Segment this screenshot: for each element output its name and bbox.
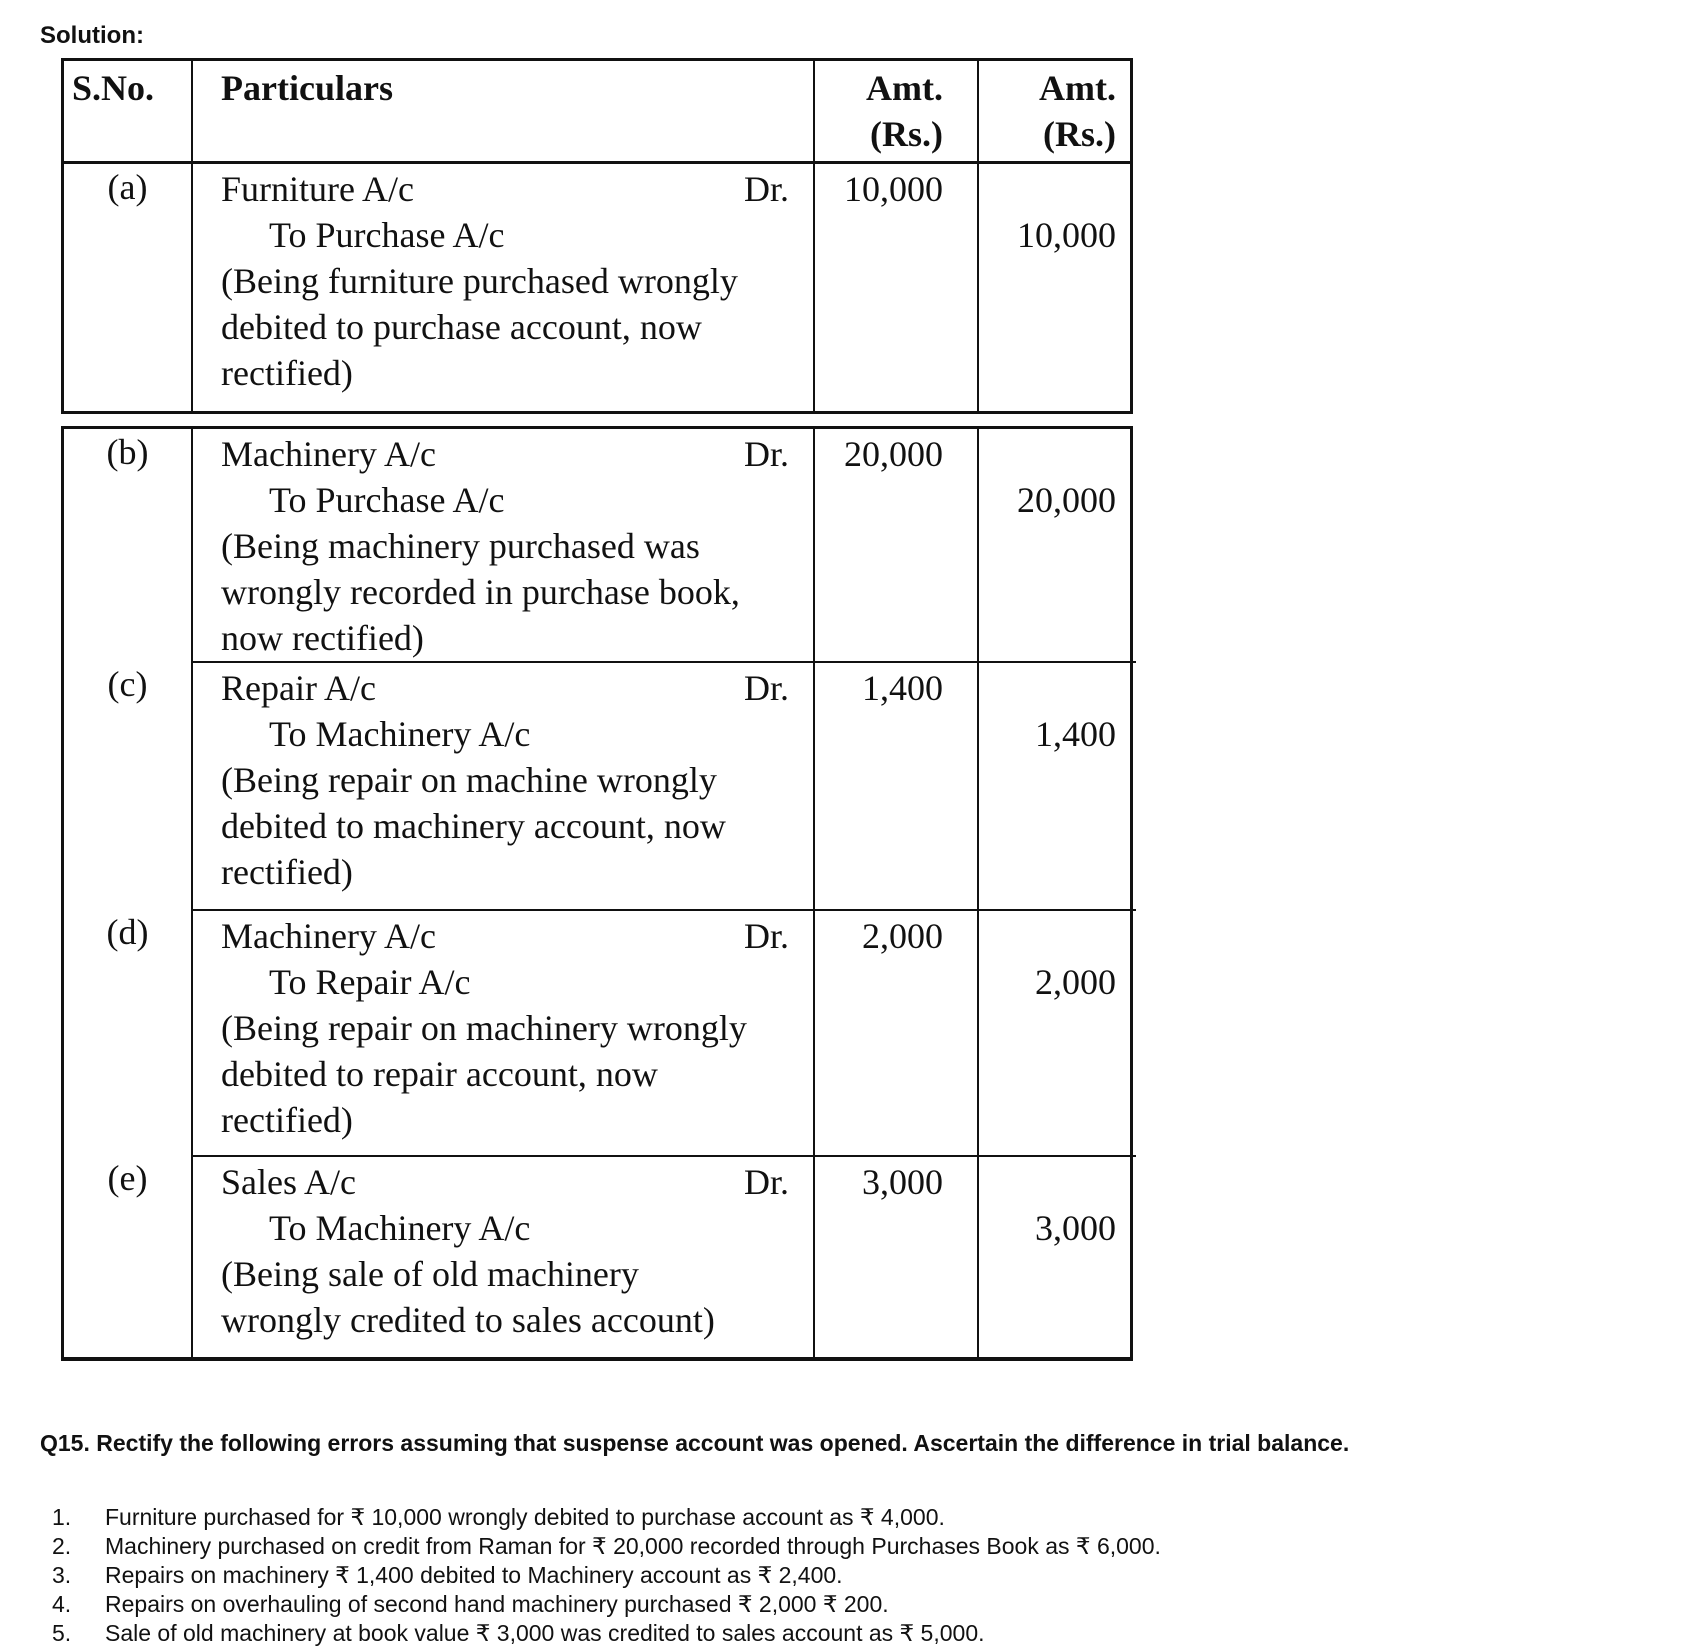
narration-line: (Being sale of old machinery: [221, 1254, 639, 1294]
credit-account: To Purchase A/c: [269, 480, 505, 520]
debit-account: Machinery A/c Dr.: [221, 913, 789, 959]
list-item: [52, 1619, 1161, 1648]
item-number: 4.: [52, 1591, 72, 1617]
narration-line: rectified): [221, 1100, 353, 1140]
table-header: [61, 58, 1133, 164]
narration-line: wrongly credited to sales account): [221, 1300, 715, 1340]
header-amt-unit: (Rs.): [1043, 114, 1116, 154]
narration-line: (Being machinery purchased was: [221, 526, 700, 566]
narration-line: (Being repair on machinery wrongly: [221, 1008, 747, 1048]
dr-label: Dr.: [744, 668, 789, 708]
row-sno: (c): [107, 664, 148, 704]
item-number: 1.: [52, 1504, 72, 1530]
debit-amount: 1,400: [813, 661, 977, 909]
item-number: 5.: [52, 1620, 72, 1646]
row-sno: (d): [106, 912, 149, 952]
header-amt-unit: (Rs.): [870, 114, 943, 154]
credit-account: To Machinery A/c: [269, 1208, 531, 1248]
item-text: Machinery purchased on credit from Raman for ₹ 20,000 recorded through Purchases Book as ₹ 6,000.: [105, 1533, 1161, 1559]
row-particulars: [191, 1155, 813, 1357]
table-row: [61, 164, 1133, 414]
dr-label: Dr.: [744, 1162, 789, 1202]
table-row: [64, 1155, 1130, 1357]
credit-account: To Purchase A/c: [269, 215, 505, 255]
solution-label: Solution:: [40, 22, 144, 49]
row-particulars: [191, 429, 813, 661]
narration-line: debited to purchase account, now: [221, 307, 702, 347]
credit-account: To Machinery A/c: [269, 714, 531, 754]
debit-amount: 2,000: [813, 909, 977, 1155]
row-sno: (a): [107, 167, 148, 207]
debit-account: Furniture A/c Dr.: [221, 166, 789, 212]
narration-line: (Being repair on machine wrongly: [221, 760, 717, 800]
dr-label: Dr.: [744, 434, 789, 474]
item-text: Repairs on machinery ₹ 1,400 debited to Machinery account as ₹ 2,400.: [105, 1562, 843, 1588]
list-item: [52, 1561, 1161, 1590]
narration-line: rectified): [221, 353, 353, 393]
narration-line: (Being furniture purchased wrongly: [221, 261, 738, 301]
header-sno: S.No.: [72, 68, 155, 108]
debit-account: Machinery A/c Dr.: [221, 431, 789, 477]
error-list: [52, 1503, 1161, 1648]
item-text: Repairs on overhauling of second hand machinery purchased ₹ 2,000 ₹ 200.: [105, 1591, 889, 1617]
table-body-group: [61, 426, 1133, 1361]
dr-label: Dr.: [744, 169, 789, 209]
narration-line: debited to machinery account, now: [221, 806, 726, 846]
list-item: [52, 1590, 1161, 1619]
debit-amount: 10,000: [813, 164, 977, 411]
header-amt-label: Amt.: [1039, 68, 1116, 108]
narration-line: debited to repair account, now: [221, 1054, 658, 1094]
narration-line: wrongly recorded in purchase book,: [221, 572, 740, 612]
table-row: [64, 909, 1130, 1155]
item-text: Sale of old machinery at book value ₹ 3,000 was credited to sales account as ₹ 5,000.: [105, 1620, 985, 1646]
header-credit-amount: [977, 61, 1136, 161]
row-particulars: [191, 164, 813, 411]
debit-account: Sales A/c Dr.: [221, 1159, 789, 1205]
credit-amount: 2,000: [977, 909, 1136, 1155]
row-particulars: [191, 909, 813, 1155]
credit-amount: 20,000: [977, 429, 1136, 661]
header-debit-amount: [813, 61, 977, 161]
row-sno: (b): [106, 432, 149, 472]
row-particulars: [191, 661, 813, 909]
list-item: [52, 1532, 1161, 1561]
narration-line: rectified): [221, 852, 353, 892]
question-heading: Q15. Rectify the following errors assuming that suspense account was opened. Ascertain the difference in trial balance.: [40, 1430, 1350, 1456]
row-sno: (e): [107, 1158, 148, 1198]
list-item: [52, 1503, 1161, 1532]
header-particulars: Particulars: [191, 61, 813, 161]
debit-amount: 20,000: [813, 429, 977, 661]
credit-amount: 10,000: [977, 164, 1136, 411]
debit-amount: 3,000: [813, 1155, 977, 1357]
table-row: [64, 429, 1130, 661]
item-text: Furniture purchased for ₹ 10,000 wrongly debited to purchase account as ₹ 4,000.: [105, 1504, 945, 1530]
item-number: 2.: [52, 1533, 72, 1559]
debit-account: Repair A/c Dr.: [221, 665, 789, 711]
dr-label: Dr.: [744, 916, 789, 956]
credit-amount: 1,400: [977, 661, 1136, 909]
item-number: 3.: [52, 1562, 72, 1588]
credit-account: To Repair A/c: [269, 962, 471, 1002]
table-row: [64, 661, 1130, 909]
header-amt-label: Amt.: [866, 68, 943, 108]
credit-amount: 3,000: [977, 1155, 1136, 1357]
narration-line: now rectified): [221, 618, 424, 658]
